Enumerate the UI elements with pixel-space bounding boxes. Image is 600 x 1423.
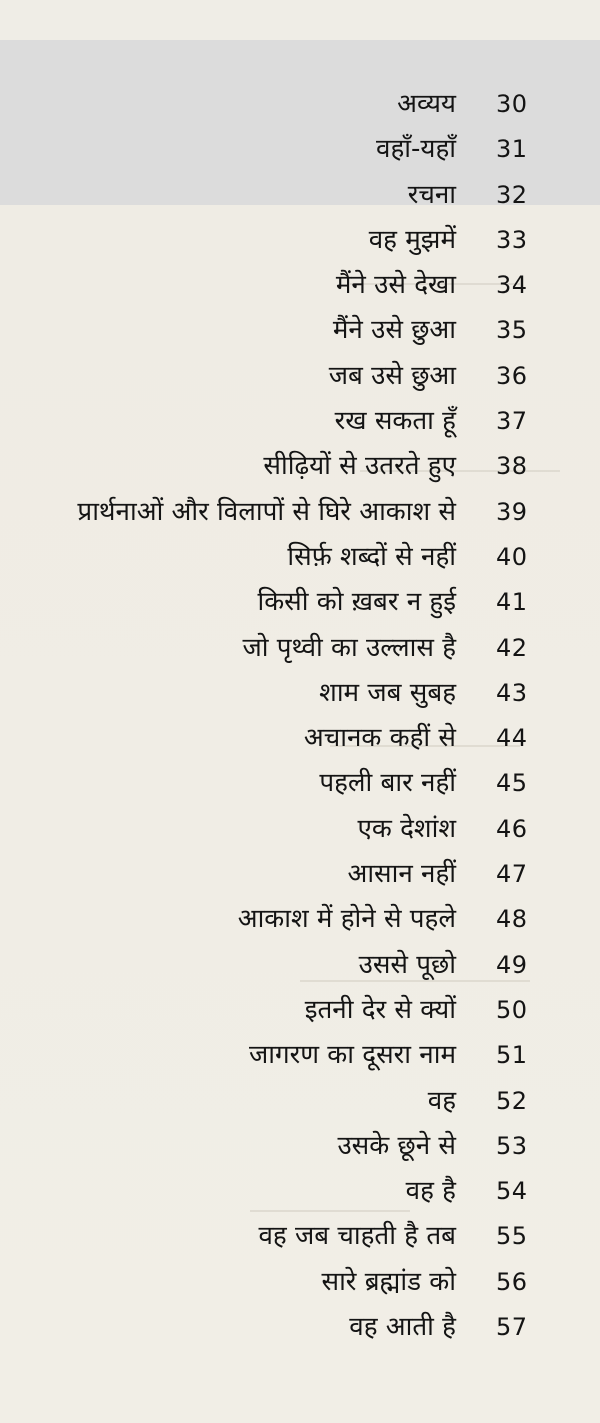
toc-entry-page-number: 32 bbox=[496, 180, 528, 209]
toc-entry-page-number: 53 bbox=[496, 1131, 528, 1160]
toc-entry-title: वहाँ-यहाँ bbox=[376, 134, 456, 165]
toc-entry-title: जो पृथ्वी का उल्लास है bbox=[242, 632, 456, 663]
toc-entry-title: जब उसे छुआ bbox=[328, 360, 456, 391]
toc-entry-title: वह आती है bbox=[349, 1312, 456, 1343]
toc-entry bbox=[0, 1260, 600, 1305]
toc-entry-page-number: 54 bbox=[496, 1177, 528, 1206]
table-of-contents bbox=[0, 82, 600, 1350]
toc-entry bbox=[0, 852, 600, 897]
toc-entry bbox=[0, 354, 600, 399]
toc-entry-page-number: 36 bbox=[496, 361, 528, 390]
toc-entry-page-number: 30 bbox=[496, 90, 528, 118]
toc-entry-title: आसान नहीं bbox=[347, 859, 456, 890]
toc-entry bbox=[0, 761, 600, 806]
toc-entry-title: पहली बार नहीं bbox=[319, 768, 456, 799]
toc-entry bbox=[0, 580, 600, 625]
toc-entry-page-number: 43 bbox=[496, 678, 528, 707]
toc-entry bbox=[0, 626, 600, 671]
toc-entry bbox=[0, 535, 600, 580]
toc-entry-title: वह जब चाहती है तब bbox=[258, 1221, 456, 1252]
toc-entry-page-number: 51 bbox=[496, 1041, 528, 1070]
toc-entry-title: एक देशांश bbox=[357, 813, 456, 844]
toc-entry-title: वह है bbox=[405, 1176, 456, 1207]
toc-entry bbox=[0, 716, 600, 761]
toc-entry bbox=[0, 127, 600, 172]
toc-entry-page-number: 44 bbox=[496, 724, 528, 753]
toc-entry-title: किसी को ख़बर न हुई bbox=[257, 587, 456, 618]
toc-entry bbox=[0, 173, 600, 218]
toc-entry-title: मैंने उसे छुआ bbox=[332, 315, 456, 346]
toc-entry-page-number: 46 bbox=[496, 814, 528, 843]
toc-entry bbox=[0, 490, 600, 535]
toc-entry bbox=[0, 263, 600, 308]
toc-entry-title: अचानक कहीं से bbox=[303, 723, 456, 754]
toc-entry-title: उसके छूने से bbox=[337, 1130, 456, 1161]
toc-entry-page-number: 42 bbox=[496, 633, 528, 662]
toc-entry-page-number: 55 bbox=[496, 1222, 528, 1251]
top-margin bbox=[0, 0, 600, 40]
toc-entry-page-number: 39 bbox=[496, 497, 528, 526]
toc-entry-title: सारे ब्रह्मांड को bbox=[321, 1266, 456, 1297]
toc-entry-title: सीढ़ियों से उतरते हुए bbox=[263, 451, 456, 482]
toc-entry-title: रचना bbox=[407, 179, 456, 210]
toc-entry-page-number: 47 bbox=[496, 860, 528, 889]
toc-entry-title: उससे पूछो bbox=[358, 949, 456, 980]
toc-entry-title: प्रार्थनाओं और विलापों से घिरे आकाश से bbox=[77, 496, 456, 527]
toc-entry-page-number: 50 bbox=[496, 995, 528, 1024]
toc-entry-page-number: 37 bbox=[496, 407, 528, 436]
toc-entry bbox=[0, 897, 600, 942]
toc-entry-title: वह मुझमें bbox=[368, 224, 456, 255]
toc-entry-title: शाम जब सुबह bbox=[319, 677, 456, 708]
toc-entry-page-number: 31 bbox=[496, 135, 528, 164]
toc-entry bbox=[0, 671, 600, 716]
toc-entry-page-number: 35 bbox=[496, 316, 528, 345]
toc-entry-title: इतनी देर से क्यों bbox=[304, 994, 456, 1025]
toc-entry bbox=[0, 1214, 600, 1259]
toc-entry-page-number: 38 bbox=[496, 452, 528, 481]
toc-entry-title: वह bbox=[427, 1085, 456, 1116]
toc-entry-page-number: 33 bbox=[496, 225, 528, 254]
toc-entry bbox=[0, 943, 600, 988]
toc-entry bbox=[0, 444, 600, 489]
toc-entry-page-number: 52 bbox=[496, 1086, 528, 1115]
toc-entry bbox=[0, 1305, 600, 1350]
toc-entry bbox=[0, 807, 600, 852]
toc-entry-title: जागरण का दूसरा नाम bbox=[248, 1040, 456, 1071]
toc-entry-page-number: 57 bbox=[496, 1313, 528, 1342]
toc-entry-title: अव्यय bbox=[397, 89, 456, 119]
toc-entry-title: आकाश में होने से पहले bbox=[237, 904, 456, 935]
toc-entry-title: रख सकता हूँ bbox=[334, 406, 456, 437]
toc-entry bbox=[0, 1079, 600, 1124]
toc-entry-page-number: 45 bbox=[496, 769, 528, 798]
toc-entry-title: मैंने उसे देखा bbox=[335, 270, 456, 301]
toc-entry bbox=[0, 1169, 600, 1214]
toc-entry-page-number: 34 bbox=[496, 271, 528, 300]
toc-entry bbox=[0, 399, 600, 444]
toc-entry-page-number: 48 bbox=[496, 905, 528, 934]
toc-entry-page-number: 41 bbox=[496, 588, 528, 617]
toc-entry bbox=[0, 308, 600, 353]
toc-entry bbox=[0, 218, 600, 263]
toc-entry bbox=[0, 988, 600, 1033]
toc-entry bbox=[0, 1124, 600, 1169]
toc-entry-page-number: 56 bbox=[496, 1267, 528, 1296]
toc-entry-title: सिर्फ़ शब्दों से नहीं bbox=[287, 541, 456, 572]
toc-entry bbox=[0, 82, 600, 127]
toc-entry-page-number: 40 bbox=[496, 542, 528, 571]
toc-entry bbox=[0, 1033, 600, 1078]
toc-entry-page-number: 49 bbox=[496, 950, 528, 979]
